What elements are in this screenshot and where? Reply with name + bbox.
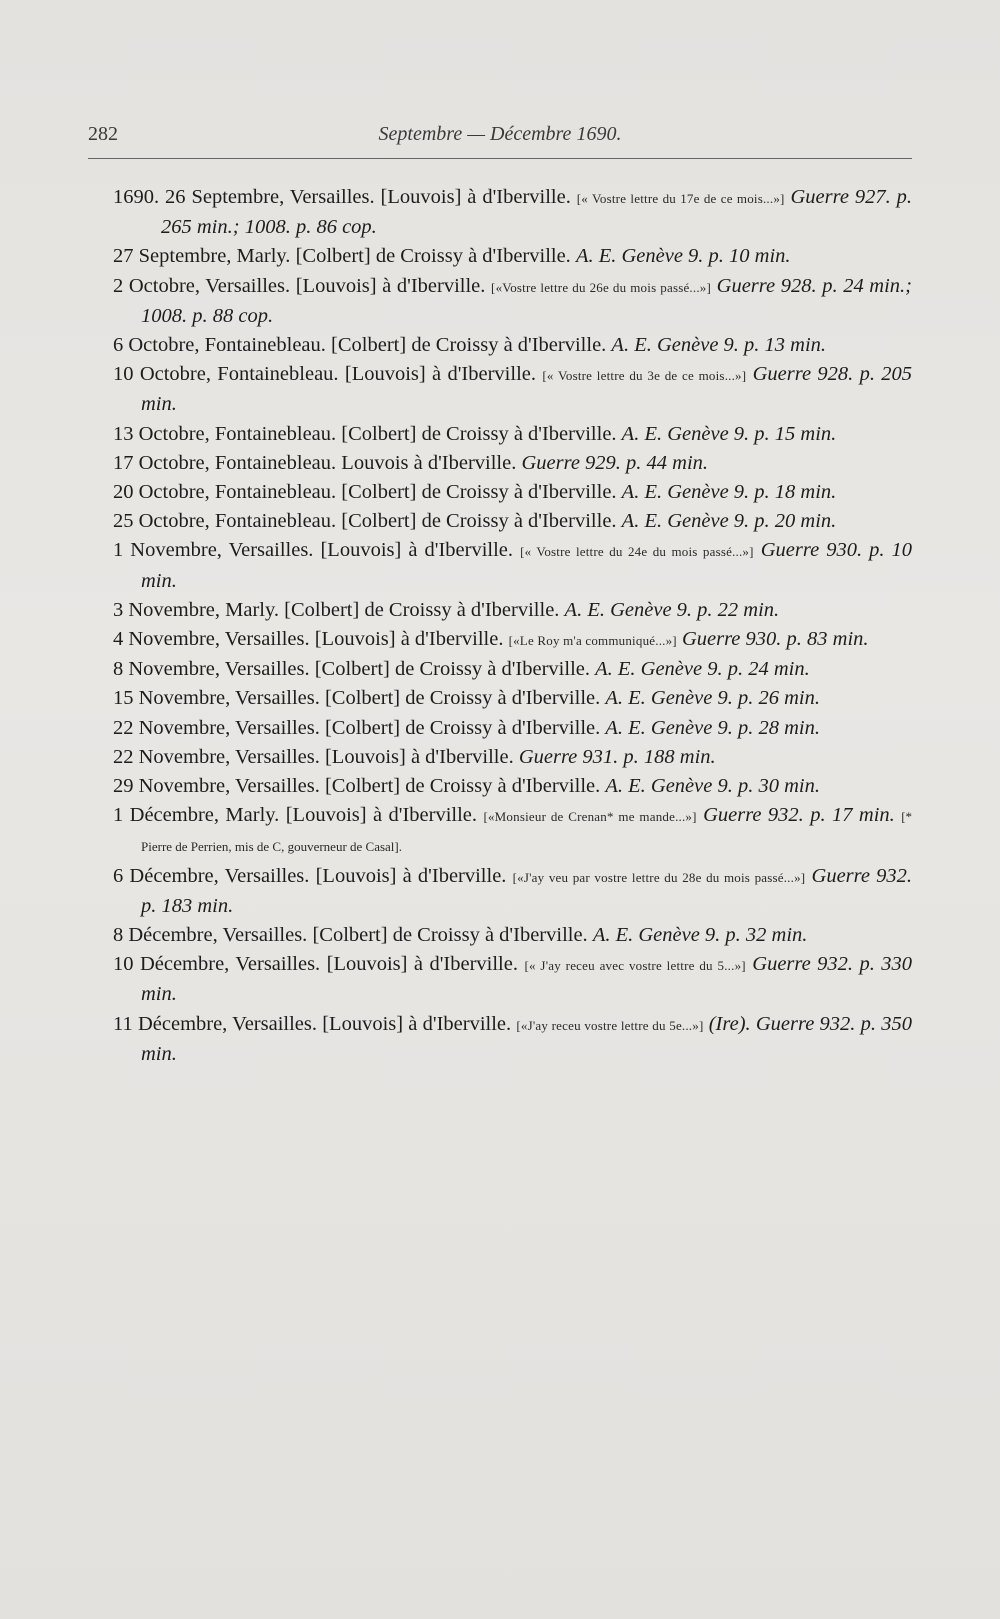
entry-quote: [«J'ay veu par vostre lettre du 28e du mois passé...»] (512, 869, 806, 885)
entry-correspondents: [Colbert] de Croissy à d'Iberville. (284, 598, 560, 621)
entry (113, 921, 912, 950)
entry-correspondents: [Colbert] de Croissy à d'Iberville. (295, 245, 571, 268)
entry (113, 449, 912, 478)
entry-quote: [«Le Roy m'a communiqué...»] (508, 633, 677, 649)
entry-reference: Guerre 929. p. 44 min. (521, 451, 709, 474)
entry (113, 714, 912, 743)
entry-correspondents: [Louvois] à d'Iberville. (324, 745, 514, 768)
entry (113, 478, 912, 507)
entry-quote: [«J'ay receu vostre lettre du 5e...»] (516, 1017, 704, 1033)
entry-correspondents: [Colbert] de Croissy à d'Iberville. (324, 775, 601, 798)
entry-reference: A. E. Genève 9. p. 28 min. (605, 716, 820, 739)
entry-correspondents: [Louvois] à d'Iberville. (322, 1012, 512, 1035)
entry-date: 25 Octobre, Fontainebleau. (113, 510, 337, 533)
entry-date: 22 Novembre, Versailles. (113, 716, 320, 739)
entry (113, 596, 912, 625)
entry-reference: A. E. Genève 9. p. 15 min. (621, 422, 837, 445)
entry (113, 862, 912, 921)
entry-correspondents: [Colbert] de Croissy à d'Iberville. (312, 924, 588, 947)
entry-correspondents: [Louvois] à d'Iberville. (380, 186, 571, 208)
entry (113, 242, 912, 271)
entry-reference: Guerre 932. p. 183 min. (141, 864, 913, 917)
entry-correspondents: [Colbert] de Croissy à d'Iberville. (314, 658, 590, 681)
entry-correspondents: [Louvois] à d'Iberville. (315, 864, 507, 887)
header-rule (88, 158, 912, 159)
entry-correspondents: [Louvois] à d'Iberville. (344, 363, 536, 386)
entry-date: 1 Novembre, Versailles. (113, 539, 314, 562)
entry-reference: (Ire). Guerre 932. p. 350 min. (141, 1012, 913, 1065)
entry (113, 536, 912, 595)
entry-date: 2 Octobre, Versailles. (113, 274, 291, 297)
entry-date: 22 Novembre, Versailles. (113, 745, 320, 768)
entry-date: 4 Novembre, Versailles. (113, 628, 310, 651)
entry-date: 27 Septembre, Marly. (113, 245, 291, 268)
entry-quote: [« Vostre lettre du 24e du mois passé...»] (520, 544, 754, 560)
entry (113, 272, 912, 331)
entry-reference: Guerre 931. p. 188 min. (518, 745, 716, 768)
entry-reference: A. E. Genève 9. p. 22 min. (564, 598, 780, 621)
entry-reference: A. E. Genève 9. p. 30 min. (605, 775, 820, 798)
page-header (88, 123, 912, 153)
entry-date: 6 Octobre, Fontainebleau. (113, 334, 326, 357)
entry-date: 3 Novembre, Marly. (113, 598, 280, 621)
entry-quote: [« Vostre lettre du 17e de ce mois...»] (576, 191, 785, 206)
entry-quote: [« J'ay receu avec vostre lettre du 5...»] (524, 958, 746, 974)
entry (113, 625, 912, 655)
entry (113, 360, 912, 419)
entry-reference: Guerre 932. p. 330 min. (141, 953, 913, 1006)
entry-note: [* Pierre de Perrien, mis de C, gouverneur de Casal]. (141, 809, 913, 855)
entry-date: 8 Décembre, Versailles. (113, 924, 308, 947)
entry (113, 684, 912, 713)
entry-correspondents: [Colbert] de Croissy à d'Iberville. (331, 334, 607, 357)
entry-reference: Guerre 928. p. 205 min. (141, 363, 913, 416)
page-number: 282 (88, 123, 118, 145)
entry-correspondents: [Colbert] de Croissy à d'Iberville. (341, 422, 617, 445)
entry-date: 17 Octobre, Fontainebleau. (113, 451, 337, 474)
entry-correspondents: [Louvois] à d'Iberville. (314, 628, 504, 651)
entry-date: 13 Octobre, Fontainebleau. (113, 422, 337, 445)
entry (113, 950, 912, 1009)
entry (113, 507, 912, 536)
entry-correspondents: [Colbert] de Croissy à d'Iberville. (341, 481, 617, 504)
entry-reference: Guerre 932. p. 17 min. (703, 804, 895, 827)
entry-correspondents: [Louvois] à d'Iberville. (285, 804, 478, 827)
entry (113, 331, 912, 360)
entry-date: 10 Décembre, Versailles. (113, 953, 321, 976)
entry (113, 801, 912, 861)
entry (113, 420, 912, 449)
entry-reference: A. E. Genève 9. p. 20 min. (621, 510, 837, 533)
entry-reference: Guerre 930. p. 10 min. (141, 539, 913, 592)
entry-correspondents: [Colbert] de Croissy à d'Iberville. (324, 716, 601, 739)
entry-date: 8 Novembre, Versailles. (113, 658, 310, 681)
entry-correspondents: [Colbert] de Croissy à d'Iberville. (341, 510, 617, 533)
entry-reference: A. E. Genève 9. p. 18 min. (621, 481, 837, 504)
entry (113, 183, 912, 242)
running-title: Septembre — Décembre 1690. (378, 123, 622, 145)
entry-reference: A. E. Genève 9. p. 24 min. (595, 658, 810, 681)
entry-reference: Guerre 928. p. 24 min.; 1008. p. 88 cop. (141, 274, 913, 327)
entry-quote: [«Monsieur de Crenan* me mande...»] (483, 809, 697, 825)
entry-date: 15 Novembre, Versailles. (113, 687, 320, 710)
entry-correspondents: [Louvois] à d'Iberville. (320, 539, 514, 562)
entry (113, 743, 912, 772)
entry (113, 1010, 912, 1069)
entry-date: 1690. 26 Septembre, Versailles. (113, 186, 375, 208)
entry-date: 20 Octobre, Fontainebleau. (113, 481, 337, 504)
entry (113, 655, 912, 684)
entry-date: 1 Décembre, Marly. (113, 804, 280, 827)
entry-quote: [«Vostre lettre du 26e du mois passé...»] (491, 279, 712, 295)
entry-date: 29 Novembre, Versailles. (113, 775, 320, 798)
entry-correspondents: [Colbert] de Croissy à d'Iberville. (324, 687, 601, 710)
entry-list (113, 183, 912, 1069)
entry-date: 11 Décembre, Versailles. (113, 1012, 317, 1035)
entry-reference: A. E. Genève 9. p. 32 min. (592, 924, 808, 947)
entry-quote: [« Vostre lettre du 3e de ce mois...»] (542, 368, 747, 384)
entry-reference: A. E. Genève 9. p. 10 min. (575, 245, 791, 268)
entry-reference: Guerre 927. p. 265 min.; 1008. p. 86 cop. (161, 186, 913, 239)
entry-date: 10 Octobre, Fontainebleau. (113, 363, 339, 386)
entry-reference: A. E. Genève 9. p. 26 min. (605, 687, 820, 710)
entry (113, 772, 912, 801)
entry-reference: Guerre 930. p. 83 min. (681, 628, 869, 651)
entry-correspondents: Louvois à d'Iberville. (341, 451, 517, 474)
entry-date: 6 Décembre, Versailles. (113, 864, 310, 887)
entry-correspondents: [Louvois] à d'Iberville. (326, 953, 518, 976)
entry-correspondents: [Louvois] à d'Iberville. (295, 274, 486, 297)
entry-reference: A. E. Genève 9. p. 13 min. (611, 334, 827, 357)
